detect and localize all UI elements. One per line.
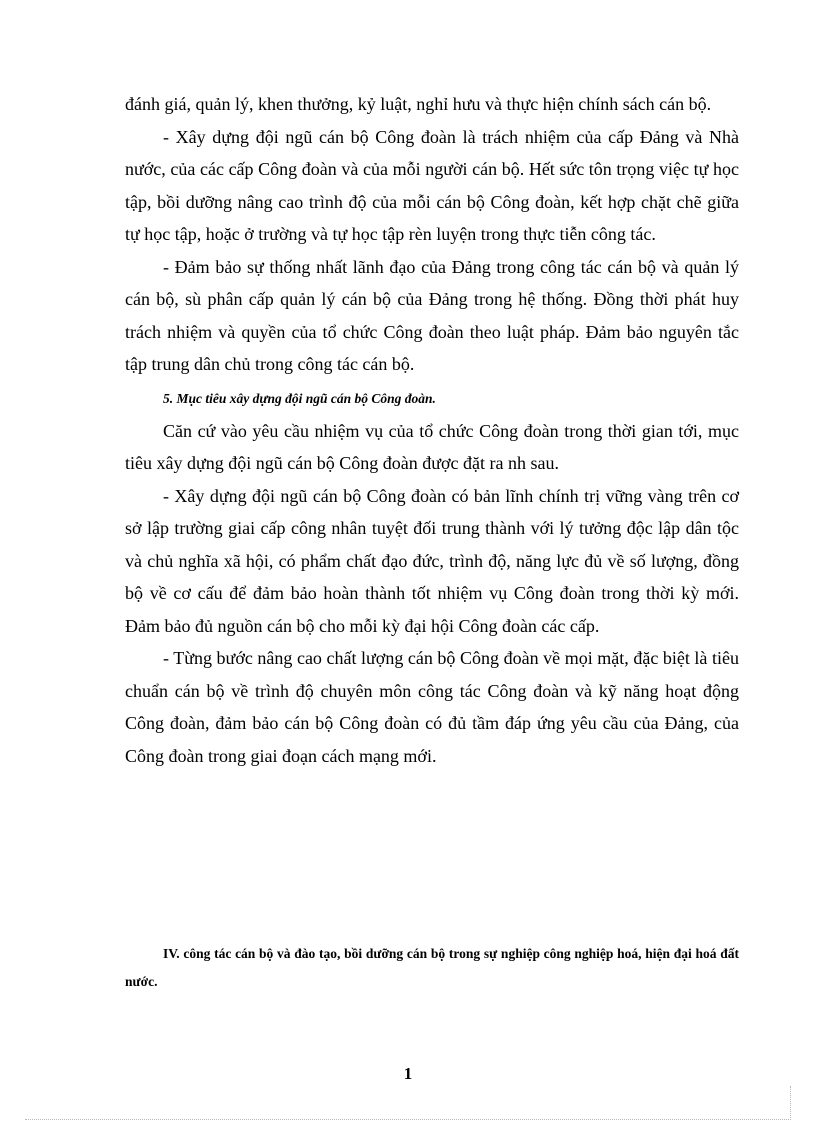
- body-text: [125, 88, 739, 772]
- page-border-bottom: [25, 1119, 791, 1120]
- section-heading: 5. Mục tiêu xây dựng đội ngũ cán bộ Công đoàn.: [163, 390, 436, 406]
- chapter-heading: IV. công tác cán bộ và đào tạo, bồi dưỡng cán bộ trong sự nghiệp công nghiệp hoá, hiện đại hoá đất nước.: [125, 946, 739, 989]
- page-border-right: [790, 1086, 791, 1120]
- paragraph-leadership: - Đảm bảo sự thống nhất lãnh đạo của Đảng trong công tác cán bộ và quản lý cán bộ, sù phân cấp quản lý cán bộ của Đảng trong hệ thống. Đồng thời phát huy trách nhiệm và quyền của tổ chức Công đoàn theo luật pháp. Đảm bảo nguyên tắc tập trung dân chủ trong công tác cán bộ.: [125, 256, 739, 374]
- paragraph-continuation: đánh giá, quản lý, khen thưởng, kỷ luật, nghỉ hưu và thực hiện chính sách cán bộ.: [125, 94, 712, 114]
- paragraph-responsibility: - Xây dựng đội ngũ cán bộ Công đoàn là trách nhiệm của cấp Đảng và Nhà nước, của các cấp Công đoàn và của mỗi người cán bộ. Hết sức tôn trọng việc tự học tập, bồi dưỡng nâng cao trình độ của mỗi cán bộ Công đoàn, kết hợp chặt chẽ giữa tự học tập, hoặc ở trường và tự học tập rèn luyện trong thực tiễn công tác.: [125, 126, 739, 244]
- paragraph-goal-2: - Từng bước nâng cao chất lượng cán bộ Công đoàn về mọi mặt, đặc biệt là tiêu chuẩn cán bộ về trình độ chuyên môn công tác Công đoàn và kỹ năng hoạt động Công đoàn, đảm bảo cán bộ Công đoàn có đủ tầm đáp ứng yêu cầu của Đảng, của Công đoàn trong giai đoạn cách mạng mới.: [125, 648, 739, 766]
- page-number: 1: [403, 1064, 413, 1083]
- paragraph-intro: Căn cứ vào yêu cầu nhiệm vụ của tổ chức Công đoàn trong thời gian tới, mục tiêu xây dựng đội ngũ cán bộ Công đoàn được đặt ra nh sau.: [125, 420, 739, 473]
- paragraph-goal-1: - Xây dựng đội ngũ cán bộ Công đoàn có bản lĩnh chính trị vững vàng trên cơ sở lập trường giai cấp công nhân tuyệt đối trung thành với lý tưởng độc lập dân tộc và chủ nghĩa xã hội, có phẩm chất đạo đức, trình độ, năng lực đủ về số lượng, đồng bộ về cơ cấu để đảm bảo hoàn thành tốt nhiệm vụ Công đoàn trong thời kỳ mới. Đảm bảo đủ nguồn cán bộ cho mỗi kỳ đại hội Công đoàn các cấp.: [125, 485, 739, 636]
